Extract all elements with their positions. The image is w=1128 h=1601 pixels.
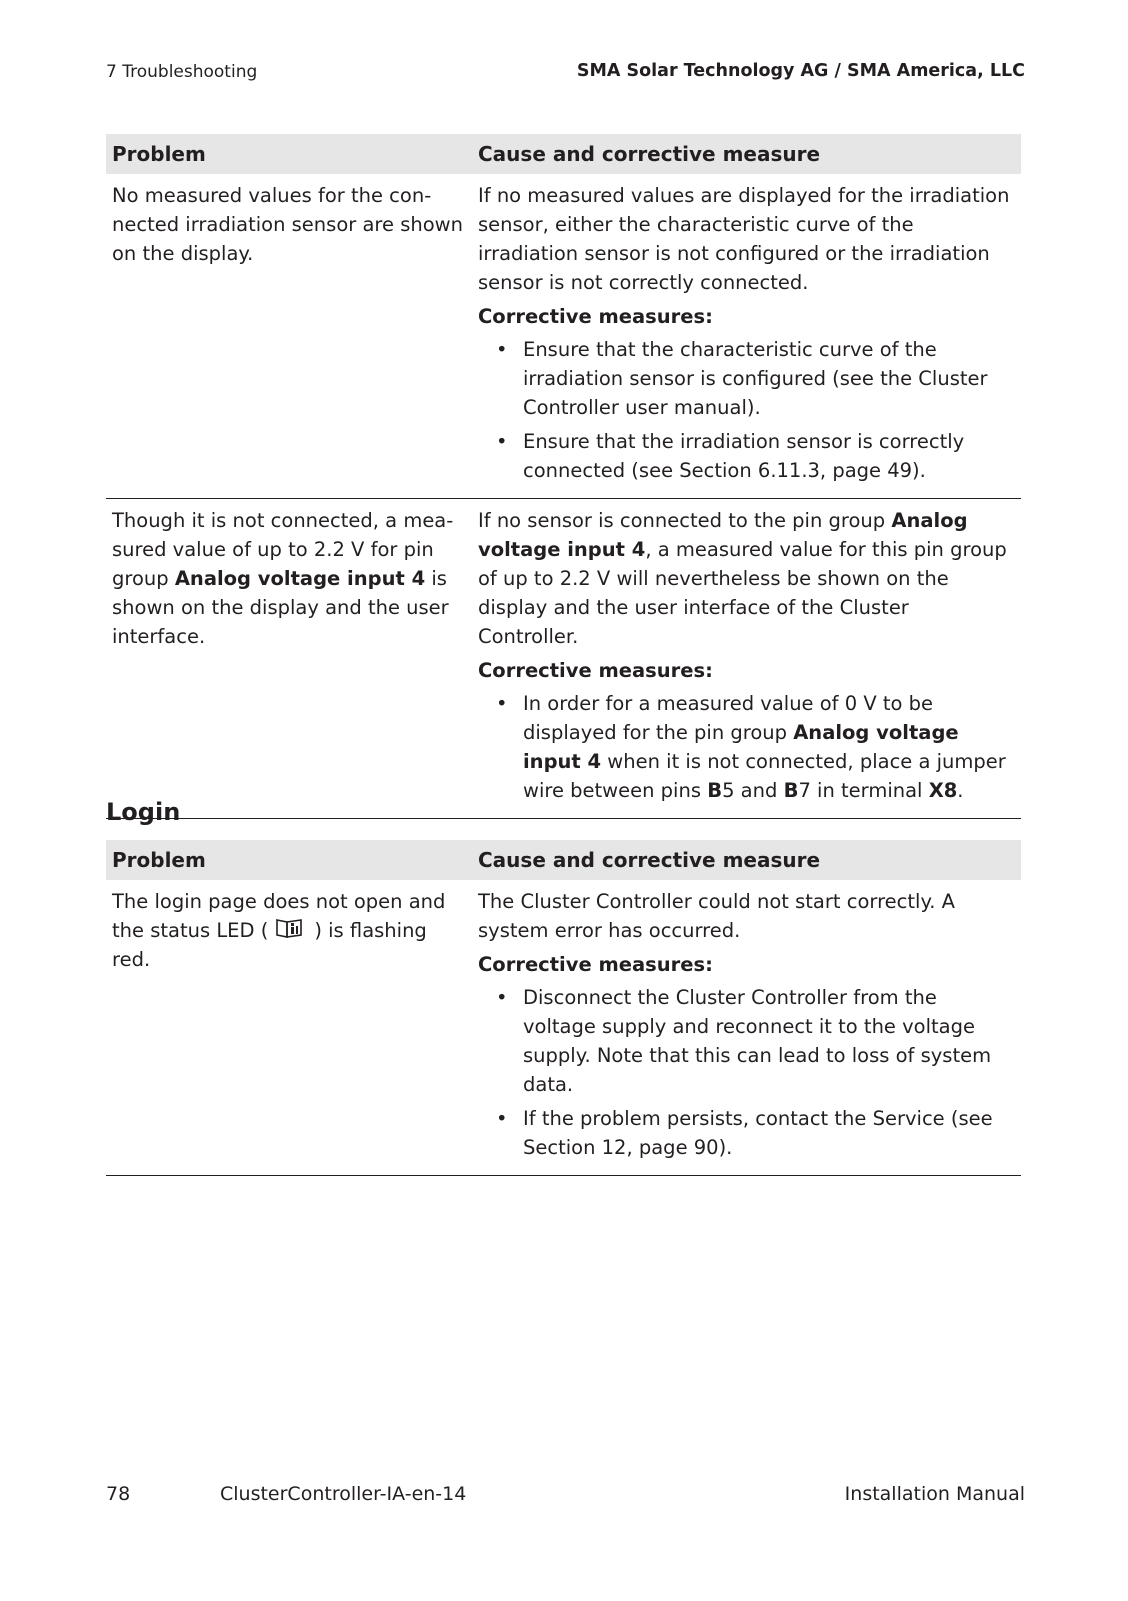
cause-text: If no measured values are displayed for the irradiation sensor, either the characteristic curve of the irradiation sensor is not configured or the irradiation sensor is not correctly connected. (478, 184, 1010, 294)
header-chapter: 7 Troubleshooting (106, 62, 258, 82)
table-header-row (106, 840, 1021, 880)
problem-cell (106, 880, 472, 1176)
login-table (106, 840, 1021, 1176)
footer-page-number: 78 (106, 1483, 131, 1505)
system-led-icon (272, 917, 306, 939)
cause-cell (472, 499, 1021, 819)
column-header-problem: Problem (106, 840, 472, 880)
table-row (106, 880, 1021, 1176)
list-item: • Ensure that the irradiation sensor is correctly connected (see Section 6.11.3, page 49). (478, 427, 1015, 485)
problem-cell (106, 499, 472, 819)
table-row (106, 174, 1021, 499)
column-header-problem: Problem (106, 134, 472, 174)
table-header-row (106, 134, 1021, 174)
measures-list (478, 983, 1015, 1162)
cause-cell (472, 174, 1021, 499)
cause-cell (472, 880, 1021, 1176)
cause-text: If no sensor is connected to the pin group Analog voltage input 4, a measured value for this pin group of up to 2.2 V will nevertheless be shown on the display and the user interface of the Cluster Controller. (478, 509, 1007, 648)
list-item: • In order for a measured value of 0 V to be displayed for the pin group Analog voltage input 4 when it is not connected, place a jumper wire between pins B5 and B7 in terminal X8. (478, 689, 1015, 805)
troubleshooting-table (106, 134, 1021, 819)
problem-text: No measured values for the connected irradiation sensor are shown on the display. (112, 184, 463, 265)
column-header-cause: Cause and corrective measure (472, 840, 1021, 880)
list-item: • Disconnect the Cluster Controller from the voltage supply and reconnect it to the voltage supply. Note that this can lead to loss of system data. (478, 983, 1015, 1099)
problem-text: The login page does not open and the status LED ( ) is flashing red. (112, 890, 446, 971)
corrective-measures-label: Corrective measures: (478, 953, 713, 976)
list-item: • If the problem persists, contact the Service (see Section 12, page 90). (478, 1104, 1015, 1162)
problem-text: Though it is not connected, a measured value of up to 2.2 V for pin group Analog voltage input 4 is shown on the display and the user interface. (112, 509, 454, 648)
table-row (106, 499, 1021, 819)
measures-list (478, 689, 1015, 805)
footer-document-id: ClusterController-IA-en-14 (220, 1483, 467, 1505)
corrective-measures-label: Corrective measures: (478, 659, 713, 682)
column-header-cause: Cause and corrective measure (472, 134, 1021, 174)
footer-document-type: Installation Manual (844, 1483, 1025, 1505)
measures-list (478, 335, 1015, 485)
problem-cell (106, 174, 472, 499)
cause-text: The Cluster Controller could not start correctly. A system error has occurred. (478, 890, 955, 942)
list-item: • Ensure that the characteristic curve of the irradiation sensor is configured (see the Cluster Controller user manual). (478, 335, 1015, 422)
header-company: SMA Solar Technology AG / SMA America, LLC (576, 61, 1025, 81)
section-title-login: Login (106, 798, 181, 826)
corrective-measures-label: Corrective measures: (478, 305, 713, 328)
